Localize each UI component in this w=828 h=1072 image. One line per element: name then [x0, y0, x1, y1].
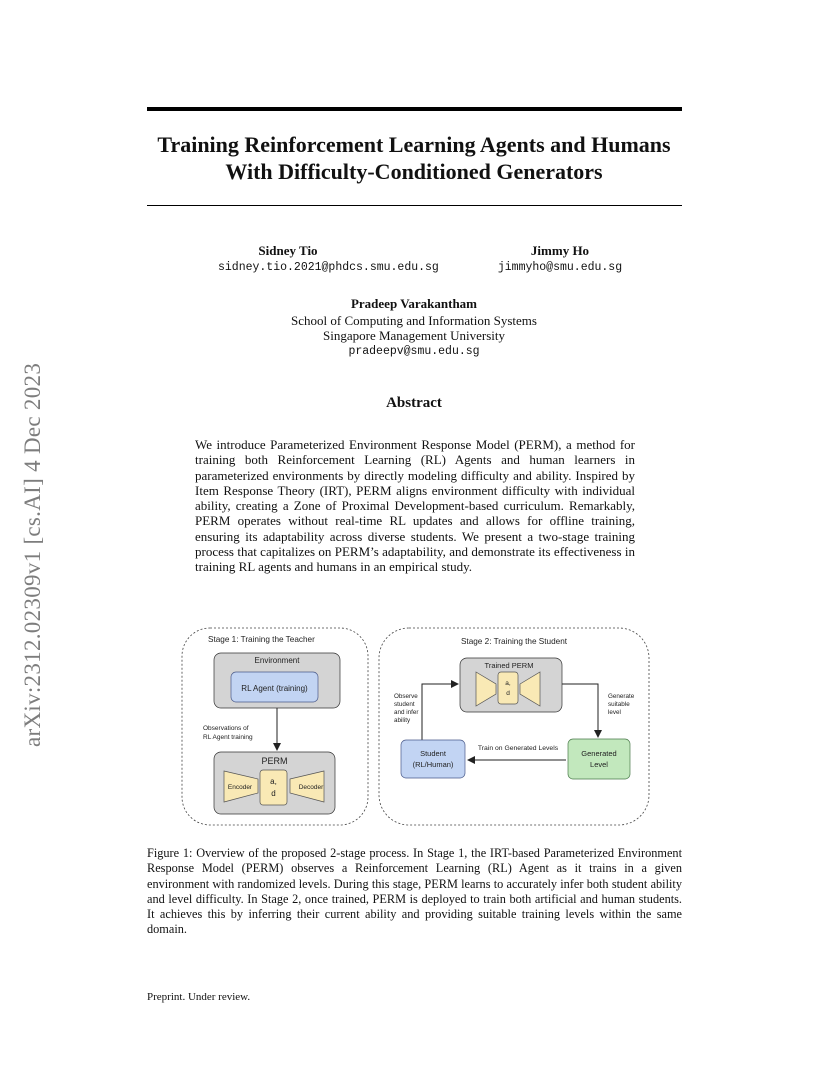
affiliation-line: School of Computing and Information Systems [291, 313, 537, 328]
perm-label: PERM [261, 756, 288, 766]
author-name: Jimmy Ho [530, 243, 590, 258]
observe-label-1: Observe [394, 693, 418, 700]
trained-perm-label: Trained PERM [484, 661, 534, 670]
generate-label-2: suitable [608, 701, 630, 708]
overview-figure [178, 622, 653, 830]
abstract-body: We introduce Parameterized Environment Response Model (PERM), a method for training both Reinforcement Learning (RL) Agents and human learners in parameterized environments by directly modeling difficulty and ability. Inspired by Item Response Theory (IRT), PERM aligns environment difficulty with individual ability, creating a Zone of Proximal Development-based curriculum. Remarkably, PERM operates without real-time RL updates and allows for offline training, ensuring its adaptability across diverse students. We present a two-stage training process that capitalizes on PERM’s adaptability, and demonstrate its effectiveness in training RL agents and humans in an empirical study. [195, 437, 635, 575]
latent-box [260, 770, 287, 805]
author-name: Pradeep Varakantham [350, 296, 478, 311]
figure-caption: Figure 1: Overview of the proposed 2-stage process. In Stage 1, the IRT-based Parameterized Environment Response Model (PERM) observes a Reinforcement Learning (RL) Agent as it trains in a given environment with randomized levels. During this stage, PERM learns to accurately infer both student ability and level difficulty. In Stage 2, once trained, PERM is deployed to train both artificial and human students. It achieves this by inferring their current ability and providing suitable training levels within the same domain. [147, 846, 682, 937]
generated-label-2: Level [590, 760, 608, 769]
generate-label-1: Generate [608, 693, 635, 700]
author-email[interactable]: pradeepv@smu.edu.sg [348, 345, 480, 358]
observations-label-2: RL Agent training [203, 734, 253, 741]
arxiv-identifier: arXiv:2312.02309v1 [cs.AI] 4 Dec 2023 [20, 362, 45, 747]
trained-latent-box [498, 672, 518, 704]
author-name: Sidney Tio [258, 243, 318, 258]
trained-latent-a: a, [505, 680, 511, 687]
latent-d-label: d [271, 789, 276, 798]
observe-label-4: ability [394, 717, 411, 724]
author-block-1 [218, 243, 439, 274]
generate-arrow [562, 684, 598, 737]
generate-label-3: level [608, 709, 621, 716]
author-email[interactable]: jimmyho@smu.edu.sg [497, 261, 623, 274]
stage2-title: Stage 2: Training the Student [460, 637, 568, 646]
rl-agent-label: RL Agent (training) [241, 684, 308, 693]
generated-label-1: Generated [581, 749, 617, 758]
observations-label-1: Observations of [203, 725, 249, 732]
latent-a-label: a, [270, 777, 277, 786]
stage1-title: Stage 1: Training the Teacher [208, 635, 315, 644]
stage2-panel [379, 628, 649, 825]
student-box [401, 740, 465, 778]
title-line-1: Training Reinforcement Learning Agents and Humans [157, 132, 671, 157]
train-label: Train on Generated Levels [477, 745, 559, 752]
environment-label: Environment [254, 656, 300, 665]
abstract-heading: Abstract [386, 395, 442, 411]
title-line-2: With Difficulty-Conditioned Generators [225, 159, 603, 184]
observe-label-3: and infer [394, 709, 419, 716]
paper-title [100, 131, 728, 185]
author-block-2 [490, 243, 630, 274]
decoder-label: Decoder [298, 784, 324, 791]
affiliation-line: Singapore Management University [323, 328, 505, 343]
author-email[interactable]: sidney.tio.2021@phdcs.smu.edu.sg [218, 261, 439, 274]
trained-latent-d: d [506, 690, 510, 697]
title-top-rule [147, 107, 682, 111]
generated-level-box [568, 739, 630, 779]
title-bottom-rule [147, 205, 682, 206]
student-label-2: (RL/Human) [412, 760, 454, 769]
encoder-label: Encoder [227, 784, 253, 791]
preprint-footer: Preprint. Under review. [147, 991, 251, 1003]
author-block-3 [0, 296, 828, 358]
observe-arrow [422, 684, 458, 740]
observe-label-2: student [394, 701, 415, 708]
student-label-1: Student [420, 749, 446, 758]
